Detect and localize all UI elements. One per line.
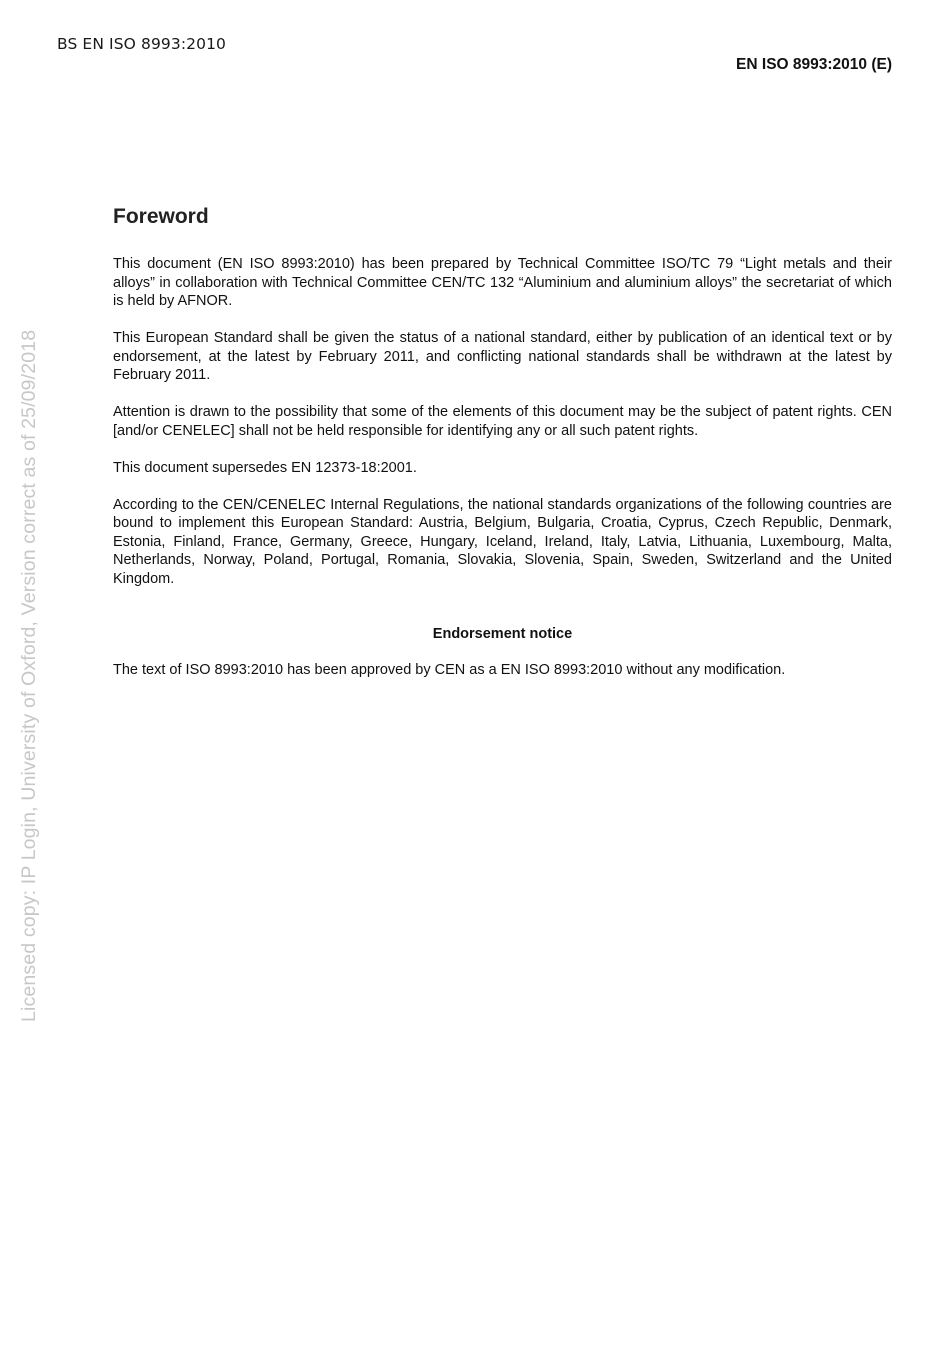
foreword-title: Foreword — [113, 205, 209, 228]
endorsement-notice-text: The text of ISO 8993:2010 has been approved by CEN as a EN ISO 8993:2010 without any modification. — [113, 662, 786, 678]
foreword-paragraph-national-status: This European Standard shall be given the status of a national standard, either by publication of an identical text or by endorsement, at the latest by February 2011, and conflicting national standards shall be withdrawn at the latest by February 2011. — [113, 330, 892, 383]
foreword-paragraph-prepared-by: This document (EN ISO 8993:2010) has been prepared by Technical Committee ISO/TC 79 “Light metals and their alloys” in collaboration with Technical Committee CEN/TC 132 “Aluminium and aluminium alloys” the secretariat of which is held by AFNOR. — [113, 256, 892, 309]
license-watermark: Licensed copy: IP Login, University of Oxford, Version correct as of 25/09/2018 — [18, 329, 40, 1022]
foreword-paragraph-supersedes: This document supersedes EN 12373-18:2001. — [113, 459, 417, 476]
foreword-paragraph-patent-rights: Attention is drawn to the possibility that some of the elements of this document may be the subject of patent rights. CEN [and/or CENELEC] shall not be held responsible for identifying any or all such patent rights. — [113, 404, 892, 439]
page-header-document-id: EN ISO 8993:2010 (E) — [736, 56, 892, 73]
foreword-paragraph-countries: According to the CEN/CENELEC Internal Regulations, the national standards organizations of the following countries are bound to implement this European Standard: Austria, Belgium, Bulgaria, Croatia, Cyprus, Czech Republic, Denmark, Estonia, Finland, France, Germany, Greece, Hungary, Iceland, Ireland, Italy, Latvia, Lithuania, Luxembourg, Malta, Netherlands, Norway, Poland, Portugal, Romania, Slovakia, Slovenia, Spain, Sweden, Switzerland and the United Kingdom. — [113, 496, 892, 587]
endorsement-notice-heading: Endorsement notice — [432, 626, 573, 642]
page-header-standard-id: BS EN ISO 8993:2010 — [57, 35, 226, 53]
document-body — [113, 205, 892, 698]
